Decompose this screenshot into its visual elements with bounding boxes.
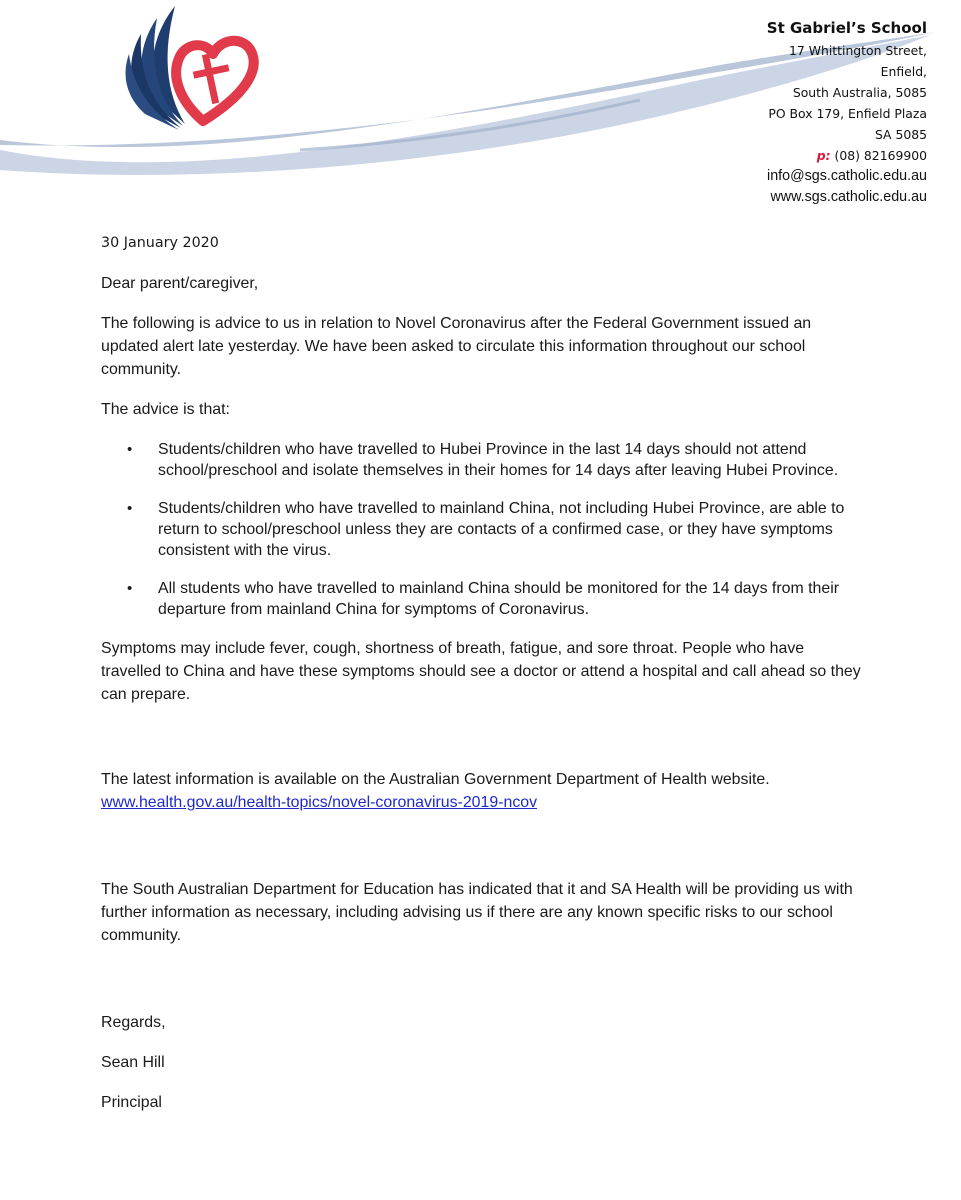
symptoms-paragraph: Symptoms may include fever, cough, shortness of breath, fatigue, and sore throat. People who have travelled to China and have these symptoms should see a doctor or attend a hospital and call ahead so they can prepare.	[101, 640, 861, 703]
address-street: 17 Whittington Street,	[789, 43, 927, 58]
school-logo-icon	[125, 6, 275, 131]
school-name: St Gabriel’s School	[766, 19, 927, 37]
closing: Regards,	[101, 1014, 166, 1031]
address-po-state: SA 5085	[874, 127, 927, 142]
latest-info-text: The latest information is available on the Australian Government Department of Health website.	[101, 771, 770, 788]
advice-lead: The advice is that:	[101, 401, 230, 418]
signatory-role: Principal	[101, 1094, 162, 1111]
intro-paragraph: The following is advice to us in relation to Novel Coronavirus after the Federal Government issued an updated alert late yesterday. We have been asked to circulate this information throughout our school community.	[101, 315, 812, 378]
phone-label: p:	[816, 148, 831, 163]
advice-list	[101, 439, 861, 620]
health-website-link[interactable]: www.health.gov.au/health-topics/novel-coronavirus-2019-ncov	[101, 794, 538, 811]
phone-number: (08) 82169900	[830, 148, 927, 163]
school-address-block	[597, 17, 927, 208]
salutation: Dear parent/caregiver,	[101, 275, 259, 292]
signatory-name: Sean Hill	[101, 1054, 165, 1071]
address-po-box: PO Box 179, Enfield Plaza	[768, 106, 927, 121]
address-state: South Australia, 5085	[792, 85, 927, 100]
letter-body	[101, 232, 861, 1131]
website-address: www.sgs.catholic.edu.au	[770, 189, 927, 205]
address-suburb: Enfield,	[880, 64, 927, 79]
advice-item: • All students who have travelled to mainland China should be monitored for the 14 days from their departure from mainland China for symptoms of Coronavirus.	[101, 578, 861, 620]
latest-info-paragraph	[101, 768, 861, 814]
advice-item: • Students/children who have travelled to mainland China, not including Hubei Province, are able to return to school/preschool unless they are contacts of a confirmed case, or they have symptoms consistent with the virus.	[101, 498, 861, 561]
advice-item: • Students/children who have travelled to Hubei Province in the last 14 days should not attend school/preschool and isolate themselves in their homes for 14 days after leaving Hubei Province.	[101, 439, 861, 481]
phone-line	[597, 145, 927, 166]
signature-block	[101, 1011, 861, 1114]
education-paragraph: The South Australian Department for Education has indicated that it and SA Health will be providing us with further information as necessary, including advising us if there are any known specific risks to our school community.	[101, 881, 853, 944]
email-address: info@sgs.catholic.edu.au	[767, 168, 927, 184]
letter-date: 30 January 2020	[101, 235, 219, 251]
